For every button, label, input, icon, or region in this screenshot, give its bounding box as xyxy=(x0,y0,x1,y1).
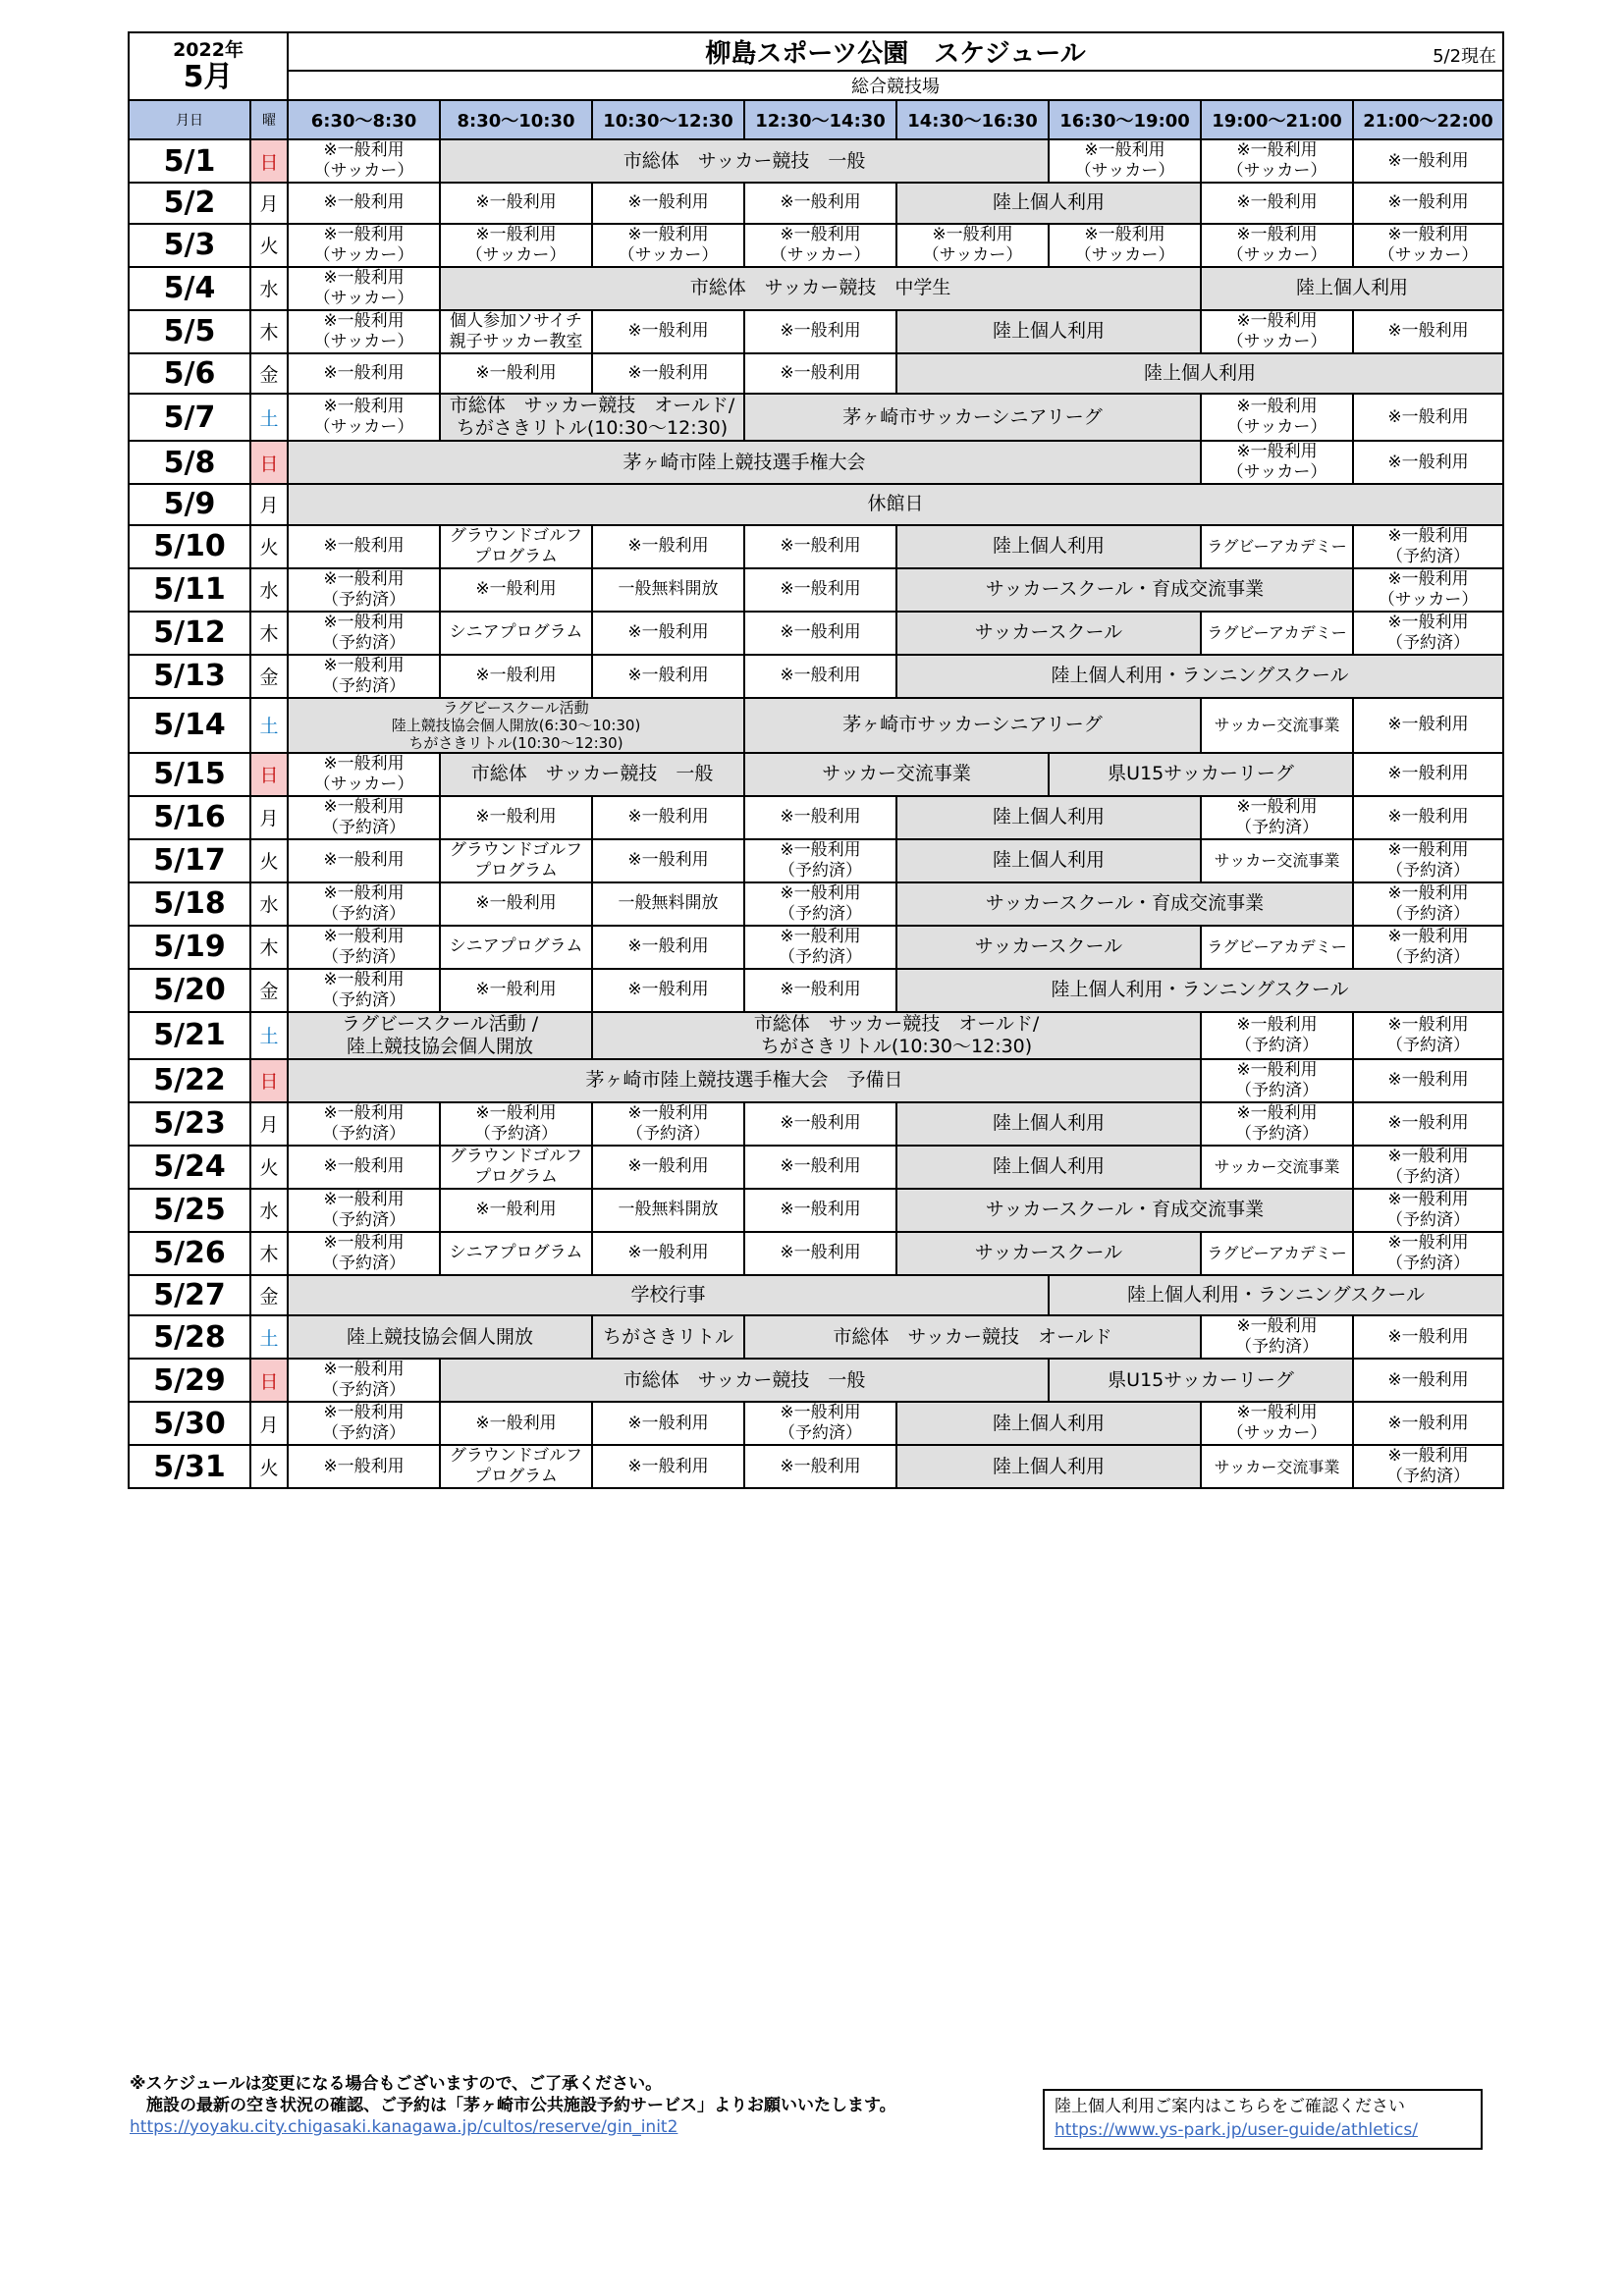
schedule-row xyxy=(129,353,1503,395)
schedule-row xyxy=(129,1402,1503,1445)
slot-cell: ※一般利用 （予約済） xyxy=(1353,839,1503,882)
slot-cell: ※一般利用 xyxy=(1353,394,1503,441)
time-slot-header: 16:30～19:00 xyxy=(1049,100,1201,139)
schedule-sheet xyxy=(128,31,1502,1489)
event-cell: 陸上個人利用・ランニングスクール xyxy=(1049,1275,1503,1316)
slot-cell: ※一般利用 （サッカー） xyxy=(1201,394,1353,441)
slot-cell: ※一般利用 xyxy=(1353,1059,1503,1102)
slot-cell: ※一般利用 （予約済） xyxy=(288,796,440,839)
slot-cell: ※一般利用 xyxy=(1353,441,1503,484)
date-cell: 5/23 xyxy=(129,1102,250,1146)
slot-cell: ※一般利用 （サッカー） xyxy=(1353,568,1503,612)
slot-cell: ※一般利用 xyxy=(440,882,592,926)
weekday-column-header: 曜 xyxy=(250,100,288,139)
weekday-cell: 水 xyxy=(250,882,288,926)
slot-cell: ラグビーアカデミー xyxy=(1201,926,1353,969)
event-cell: サッカースクール・育成交流事業 xyxy=(896,568,1353,612)
slot-cell: ※一般利用 xyxy=(288,1445,440,1488)
date-cell: 5/28 xyxy=(129,1315,250,1359)
slot-cell: ※一般利用 xyxy=(744,1232,896,1275)
slot-cell: ※一般利用 xyxy=(744,612,896,655)
weekday-cell: 火 xyxy=(250,1445,288,1488)
slot-cell: シニアプログラム xyxy=(440,1232,592,1275)
note-reservation: 施設の最新の空き状況の確認、ご予約は「茅ヶ崎市公共施設予約サービス」よりお願いいたします。 xyxy=(130,2096,896,2115)
slot-cell: サッカー交流事業 xyxy=(1201,1146,1353,1189)
slot-cell: ※一般利用 xyxy=(440,655,592,698)
weekday-cell: 月 xyxy=(250,484,288,525)
weekday-cell: 水 xyxy=(250,267,288,310)
slot-cell: ※一般利用 （サッカー） xyxy=(288,394,440,441)
event-cell: 陸上個人利用 xyxy=(1201,267,1503,310)
schedule-row xyxy=(129,612,1503,655)
slot-cell: グラウンドゴルフ プログラム xyxy=(440,1146,592,1189)
slot-cell: ※一般利用 xyxy=(440,183,592,224)
slot-cell: ※一般利用 （予約済） xyxy=(1201,1315,1353,1359)
slot-cell: ※一般利用 xyxy=(744,525,896,568)
slot-cell: シニアプログラム xyxy=(440,926,592,969)
weekday-cell: 金 xyxy=(250,969,288,1012)
event-cell: ラグビースクール活動 陸上競技協会個人開放(6:30～10:30) ちがさきリトル(10:30～12:30) xyxy=(288,698,744,753)
weekday-cell: 木 xyxy=(250,612,288,655)
slot-cell: ※一般利用 （サッカー） xyxy=(1201,1402,1353,1445)
reservation-link[interactable]: https://yoyaku.city.chigasaki.kanagawa.jp/cultos/reserve/gin_init2 xyxy=(130,2117,678,2137)
date-cell: 5/4 xyxy=(129,267,250,310)
date-cell: 5/18 xyxy=(129,882,250,926)
slot-cell: ※一般利用 xyxy=(592,839,744,882)
date-cell: 5/9 xyxy=(129,484,250,525)
schedule-row xyxy=(129,1232,1503,1275)
slot-cell: ※一般利用 xyxy=(1353,698,1503,753)
weekday-cell: 土 xyxy=(250,394,288,441)
schedule-row xyxy=(129,568,1503,612)
slot-cell: ※一般利用 （予約済） xyxy=(1353,926,1503,969)
date-cell: 5/11 xyxy=(129,568,250,612)
slot-cell: ※一般利用 （予約済） xyxy=(1201,796,1353,839)
event-cell: ちがさきリトル xyxy=(592,1315,744,1359)
slot-cell: ※一般利用 （サッカー） xyxy=(440,224,592,267)
time-slot-header: 21:00～22:00 xyxy=(1353,100,1503,139)
slot-cell: ラグビーアカデミー xyxy=(1201,1232,1353,1275)
slot-cell: ※一般利用 （予約済） xyxy=(1201,1012,1353,1059)
slot-cell: グラウンドゴルフ プログラム xyxy=(440,1445,592,1488)
slot-cell: ※一般利用 xyxy=(744,1189,896,1232)
event-cell: 陸上個人利用 xyxy=(896,796,1201,839)
schedule-row xyxy=(129,1146,1503,1189)
slot-cell: ※一般利用 xyxy=(592,612,744,655)
date-cell: 5/31 xyxy=(129,1445,250,1488)
slot-cell: ※一般利用 xyxy=(440,1189,592,1232)
venue-label: 総合競技場 xyxy=(288,71,1503,100)
weekday-cell: 火 xyxy=(250,1146,288,1189)
slot-cell: ※一般利用 xyxy=(592,1402,744,1445)
weekday-cell: 木 xyxy=(250,926,288,969)
event-cell: 陸上個人利用・ランニングスクール xyxy=(896,655,1503,698)
month-label: 5月 xyxy=(183,59,234,94)
weekday-cell: 月 xyxy=(250,1102,288,1146)
as-of-date: 5/2現在 xyxy=(1433,46,1497,67)
slot-cell: サッカー交流事業 xyxy=(1201,839,1353,882)
schedule-row xyxy=(129,1012,1503,1059)
slot-cell: ※一般利用 （予約済） xyxy=(440,1102,592,1146)
date-cell: 5/30 xyxy=(129,1402,250,1445)
date-cell: 5/2 xyxy=(129,183,250,224)
event-cell: 陸上個人利用 xyxy=(896,525,1201,568)
slot-cell: ※一般利用 （サッカー） xyxy=(1353,224,1503,267)
date-cell: 5/15 xyxy=(129,753,250,796)
event-cell: 市総体 サッカー競技 一般 xyxy=(440,753,744,796)
weekday-cell: 金 xyxy=(250,353,288,395)
date-cell: 5/21 xyxy=(129,1012,250,1059)
weekday-cell: 日 xyxy=(250,441,288,484)
slot-cell: ※一般利用 xyxy=(592,796,744,839)
slot-cell: ※一般利用 xyxy=(592,926,744,969)
slot-cell: ※一般利用 xyxy=(744,353,896,395)
weekday-cell: 日 xyxy=(250,139,288,183)
slot-cell: ※一般利用 （予約済） xyxy=(744,1402,896,1445)
slot-cell: ※一般利用 （予約済） xyxy=(288,1189,440,1232)
slot-cell: ※一般利用 （サッカー） xyxy=(288,224,440,267)
schedule-row xyxy=(129,1102,1503,1146)
time-slot-header: 8:30～10:30 xyxy=(440,100,592,139)
slot-cell: ※一般利用 xyxy=(1353,796,1503,839)
event-cell: 陸上個人利用 xyxy=(896,183,1201,224)
event-cell: 茅ヶ崎市サッカーシニアリーグ xyxy=(744,394,1201,441)
date-cell: 5/8 xyxy=(129,441,250,484)
slot-cell: ※一般利用 （予約済） xyxy=(1353,882,1503,926)
notes xyxy=(130,2073,896,2138)
weekday-cell: 木 xyxy=(250,1232,288,1275)
page-title: 柳島スポーツ公園 スケジュール xyxy=(705,39,1086,69)
event-cell: 休館日 xyxy=(288,484,1503,525)
athletics-info-box xyxy=(1043,2089,1483,2150)
slot-cell: ※一般利用 xyxy=(440,969,592,1012)
date-cell: 5/29 xyxy=(129,1359,250,1402)
schedule-row xyxy=(129,698,1503,753)
schedule-row xyxy=(129,1445,1503,1488)
schedule-row xyxy=(129,655,1503,698)
weekday-cell: 日 xyxy=(250,1359,288,1402)
schedule-row xyxy=(129,525,1503,568)
weekday-cell: 火 xyxy=(250,224,288,267)
date-cell: 5/20 xyxy=(129,969,250,1012)
schedule-row xyxy=(129,796,1503,839)
date-cell: 5/5 xyxy=(129,310,250,353)
event-cell: サッカースクール・育成交流事業 xyxy=(896,1189,1353,1232)
slot-cell: ※一般利用 （サッカー） xyxy=(288,139,440,183)
slot-cell: ※一般利用 xyxy=(440,1402,592,1445)
slot-cell: ※一般利用 xyxy=(288,183,440,224)
schedule-row xyxy=(129,1359,1503,1402)
slot-cell: 個人参加ソサイチ 親子サッカー教室 xyxy=(440,310,592,353)
event-cell: 市総体 サッカー競技 中学生 xyxy=(440,267,1201,310)
slot-cell: ※一般利用 （サッカー） xyxy=(288,753,440,796)
schedule-row xyxy=(129,441,1503,484)
event-cell: 学校行事 xyxy=(288,1275,1049,1316)
slot-cell: ※一般利用 （予約済） xyxy=(288,1402,440,1445)
time-slot-header: 19:00～21:00 xyxy=(1201,100,1353,139)
slot-cell: シニアプログラム xyxy=(440,612,592,655)
event-cell: 茅ヶ崎市サッカーシニアリーグ xyxy=(744,698,1201,753)
schedule-row xyxy=(129,310,1503,353)
slot-cell: ※一般利用 xyxy=(744,1445,896,1488)
date-cell: 5/22 xyxy=(129,1059,250,1102)
slot-cell: ※一般利用 xyxy=(744,1102,896,1146)
schedule-row xyxy=(129,753,1503,796)
weekday-cell: 日 xyxy=(250,1059,288,1102)
event-cell: サッカースクール xyxy=(896,1232,1201,1275)
weekday-cell: 月 xyxy=(250,796,288,839)
slot-cell: ※一般利用 （サッカー） xyxy=(896,224,1049,267)
slot-cell: ※一般利用 （予約済） xyxy=(1353,1012,1503,1059)
slot-cell: サッカー交流事業 xyxy=(1201,1445,1353,1488)
slot-cell: ※一般利用 （予約済） xyxy=(288,568,440,612)
note-change-warning: ※スケジュールは変更になる場合もございますので、ご了承ください。 xyxy=(130,2074,663,2094)
slot-cell: ※一般利用 xyxy=(1353,139,1503,183)
slot-cell: ※一般利用 xyxy=(592,1232,744,1275)
date-cell: 5/13 xyxy=(129,655,250,698)
slot-cell: ※一般利用 xyxy=(440,568,592,612)
year-month-cell xyxy=(129,32,288,100)
slot-cell: ※一般利用 xyxy=(288,1146,440,1189)
slot-cell: ※一般利用 xyxy=(288,353,440,395)
slot-cell: ※一般利用 （予約済） xyxy=(1201,1102,1353,1146)
schedule-table xyxy=(128,31,1504,1489)
event-cell: 陸上個人利用 xyxy=(896,1402,1201,1445)
slot-cell: ※一般利用 xyxy=(1353,1359,1503,1402)
slot-cell: ※一般利用 xyxy=(1201,183,1353,224)
event-cell: サッカー交流事業 xyxy=(744,753,1049,796)
weekday-cell: 水 xyxy=(250,568,288,612)
schedule-row xyxy=(129,1059,1503,1102)
slot-cell: ※一般利用 （予約済） xyxy=(744,839,896,882)
event-cell: サッカースクール xyxy=(896,926,1201,969)
event-cell: 市総体 サッカー競技 オールド/ ちがさきリトル(10:30～12:30) xyxy=(440,394,744,441)
slot-cell: ※一般利用 （サッカー） xyxy=(744,224,896,267)
slot-cell: ラグビーアカデミー xyxy=(1201,612,1353,655)
slot-cell: ※一般利用 xyxy=(1353,753,1503,796)
slot-cell: ※一般利用 （予約済） xyxy=(288,1359,440,1402)
event-cell: 陸上個人利用 xyxy=(896,839,1201,882)
slot-cell: ※一般利用 xyxy=(1353,1402,1503,1445)
event-cell: 市総体 サッカー競技 オールド/ ちがさきリトル(10:30～12:30) xyxy=(592,1012,1201,1059)
date-cell: 5/27 xyxy=(129,1275,250,1316)
slot-cell: ※一般利用 xyxy=(1353,183,1503,224)
date-cell: 5/25 xyxy=(129,1189,250,1232)
weekday-cell: 火 xyxy=(250,839,288,882)
title-cell xyxy=(288,32,1503,71)
slot-cell: ※一般利用 （予約済） xyxy=(1353,1189,1503,1232)
slot-cell: ※一般利用 xyxy=(744,310,896,353)
date-cell: 5/19 xyxy=(129,926,250,969)
weekday-cell: 土 xyxy=(250,1315,288,1359)
slot-cell: ※一般利用 （予約済） xyxy=(744,882,896,926)
year-label: 2022年 xyxy=(173,38,244,61)
event-cell: 市総体 サッカー競技 一般 xyxy=(440,139,1049,183)
slot-cell: ※一般利用 （サッカー） xyxy=(1201,139,1353,183)
schedule-row xyxy=(129,1189,1503,1232)
time-slot-header: 12:30～14:30 xyxy=(744,100,896,139)
slot-cell: ※一般利用 （サッカー） xyxy=(592,224,744,267)
slot-cell: ※一般利用 （サッカー） xyxy=(288,267,440,310)
slot-cell: グラウンドゴルフ プログラム xyxy=(440,525,592,568)
slot-cell: ※一般利用 xyxy=(744,796,896,839)
weekday-cell: 金 xyxy=(250,655,288,698)
slot-cell: ※一般利用 （予約済） xyxy=(288,926,440,969)
slot-cell: ※一般利用 xyxy=(440,796,592,839)
schedule-row xyxy=(129,267,1503,310)
event-cell: 陸上個人利用 xyxy=(896,1102,1201,1146)
slot-cell: ※一般利用 xyxy=(592,183,744,224)
time-slot-header: 6:30～8:30 xyxy=(288,100,440,139)
weekday-cell: 火 xyxy=(250,525,288,568)
event-cell: 県U15サッカーリーグ xyxy=(1049,1359,1353,1402)
slot-cell: ※一般利用 （サッカー） xyxy=(288,310,440,353)
slot-cell: ※一般利用 （予約済） xyxy=(1353,612,1503,655)
date-cell: 5/26 xyxy=(129,1232,250,1275)
slot-cell: ※一般利用 xyxy=(744,1146,896,1189)
slot-cell: ※一般利用 （予約済） xyxy=(1353,1146,1503,1189)
event-cell: ラグビースクール活動 / 陸上競技協会個人開放 xyxy=(288,1012,592,1059)
weekday-cell: 日 xyxy=(250,753,288,796)
schedule-row xyxy=(129,139,1503,183)
slot-cell: ※一般利用 （予約済） xyxy=(744,926,896,969)
slot-cell: ※一般利用 （予約済） xyxy=(288,882,440,926)
slot-cell: サッカー交流事業 xyxy=(1201,698,1353,753)
slot-cell: ※一般利用 xyxy=(592,1445,744,1488)
event-cell: 市総体 サッカー競技 一般 xyxy=(440,1359,1049,1402)
slot-cell: グラウンドゴルフ プログラム xyxy=(440,839,592,882)
slot-cell: ※一般利用 （予約済） xyxy=(288,612,440,655)
slot-cell: ※一般利用 （サッカー） xyxy=(1049,139,1201,183)
slot-cell: ※一般利用 （予約済） xyxy=(288,1232,440,1275)
schedule-row xyxy=(129,882,1503,926)
slot-cell: 一般無料開放 xyxy=(592,1189,744,1232)
slot-cell: ※一般利用 （予約済） xyxy=(288,969,440,1012)
weekday-cell: 金 xyxy=(250,1275,288,1316)
slot-cell: ※一般利用 （予約済） xyxy=(592,1102,744,1146)
date-cell: 5/6 xyxy=(129,353,250,395)
event-cell: 茅ヶ崎市陸上競技選手権大会 予備日 xyxy=(288,1059,1201,1102)
slot-cell: ※一般利用 xyxy=(1353,1102,1503,1146)
weekday-cell: 水 xyxy=(250,1189,288,1232)
slot-cell: ※一般利用 xyxy=(288,525,440,568)
schedule-row xyxy=(129,394,1503,441)
slot-cell: ※一般利用 xyxy=(592,1146,744,1189)
event-cell: サッカースクール xyxy=(896,612,1201,655)
schedule-row xyxy=(129,839,1503,882)
date-cell: 5/7 xyxy=(129,394,250,441)
slot-cell: ※一般利用 xyxy=(744,568,896,612)
date-cell: 5/1 xyxy=(129,139,250,183)
athletics-info-link[interactable]: https://www.ys-park.jp/user-guide/athletics/ xyxy=(1055,2120,1418,2140)
slot-cell: ※一般利用 xyxy=(744,655,896,698)
slot-cell: ※一般利用 xyxy=(744,969,896,1012)
event-cell: 茅ヶ崎市陸上競技選手権大会 xyxy=(288,441,1201,484)
slot-cell: ※一般利用 xyxy=(592,969,744,1012)
time-slot-header: 10:30～12:30 xyxy=(592,100,744,139)
slot-cell: ※一般利用 （予約済） xyxy=(1201,1059,1353,1102)
slot-cell: ※一般利用 （予約済） xyxy=(288,1102,440,1146)
slot-cell: ※一般利用 （サッカー） xyxy=(1049,224,1201,267)
slot-cell: ※一般利用 xyxy=(592,353,744,395)
weekday-cell: 月 xyxy=(250,183,288,224)
event-cell: 陸上個人利用 xyxy=(896,353,1503,395)
slot-cell: ※一般利用 （予約済） xyxy=(1353,1445,1503,1488)
schedule-row xyxy=(129,224,1503,267)
schedule-row xyxy=(129,926,1503,969)
schedule-row xyxy=(129,1315,1503,1359)
date-cell: 5/16 xyxy=(129,796,250,839)
schedule-row xyxy=(129,969,1503,1012)
slot-cell: ラグビーアカデミー xyxy=(1201,525,1353,568)
slot-cell: ※一般利用 （予約済） xyxy=(1353,525,1503,568)
slot-cell: 一般無料開放 xyxy=(592,568,744,612)
slot-cell: ※一般利用 （サッカー） xyxy=(1201,224,1353,267)
weekday-cell: 木 xyxy=(250,310,288,353)
event-cell: 市総体 サッカー競技 オールド xyxy=(744,1315,1201,1359)
slot-cell: 一般無料開放 xyxy=(592,882,744,926)
slot-cell: ※一般利用 xyxy=(288,839,440,882)
event-cell: 陸上個人利用 xyxy=(896,310,1201,353)
slot-cell: ※一般利用 xyxy=(440,353,592,395)
slot-cell: ※一般利用 xyxy=(592,525,744,568)
slot-cell: ※一般利用 xyxy=(1353,1315,1503,1359)
athletics-info-text: 陸上個人利用ご案内はこちらをご確認ください xyxy=(1055,2097,1405,2116)
event-cell: 陸上個人利用 xyxy=(896,1146,1201,1189)
event-cell: 県U15サッカーリーグ xyxy=(1049,753,1353,796)
date-cell: 5/17 xyxy=(129,839,250,882)
schedule-row xyxy=(129,484,1503,525)
event-cell: サッカースクール・育成交流事業 xyxy=(896,882,1353,926)
schedule-row xyxy=(129,1275,1503,1316)
slot-cell: ※一般利用 （サッカー） xyxy=(1201,441,1353,484)
slot-cell: ※一般利用 （サッカー） xyxy=(1201,310,1353,353)
schedule-row xyxy=(129,183,1503,224)
date-cell: 5/10 xyxy=(129,525,250,568)
date-cell: 5/14 xyxy=(129,698,250,753)
slot-cell: ※一般利用 xyxy=(592,310,744,353)
weekday-cell: 月 xyxy=(250,1402,288,1445)
weekday-cell: 土 xyxy=(250,698,288,753)
slot-cell: ※一般利用 （予約済） xyxy=(288,655,440,698)
column-header-row xyxy=(129,100,1503,139)
date-cell: 5/3 xyxy=(129,224,250,267)
slot-cell: ※一般利用 xyxy=(1353,310,1503,353)
slot-cell: ※一般利用 xyxy=(592,655,744,698)
date-column-header: 月日 xyxy=(129,100,250,139)
slot-cell: ※一般利用 （予約済） xyxy=(1353,1232,1503,1275)
weekday-cell: 土 xyxy=(250,1012,288,1059)
slot-cell: ※一般利用 xyxy=(744,183,896,224)
event-cell: 陸上競技協会個人開放 xyxy=(288,1315,592,1359)
date-cell: 5/24 xyxy=(129,1146,250,1189)
event-cell: 陸上個人利用 xyxy=(896,1445,1201,1488)
event-cell: 陸上個人利用・ランニングスクール xyxy=(896,969,1503,1012)
date-cell: 5/12 xyxy=(129,612,250,655)
time-slot-header: 14:30～16:30 xyxy=(896,100,1049,139)
